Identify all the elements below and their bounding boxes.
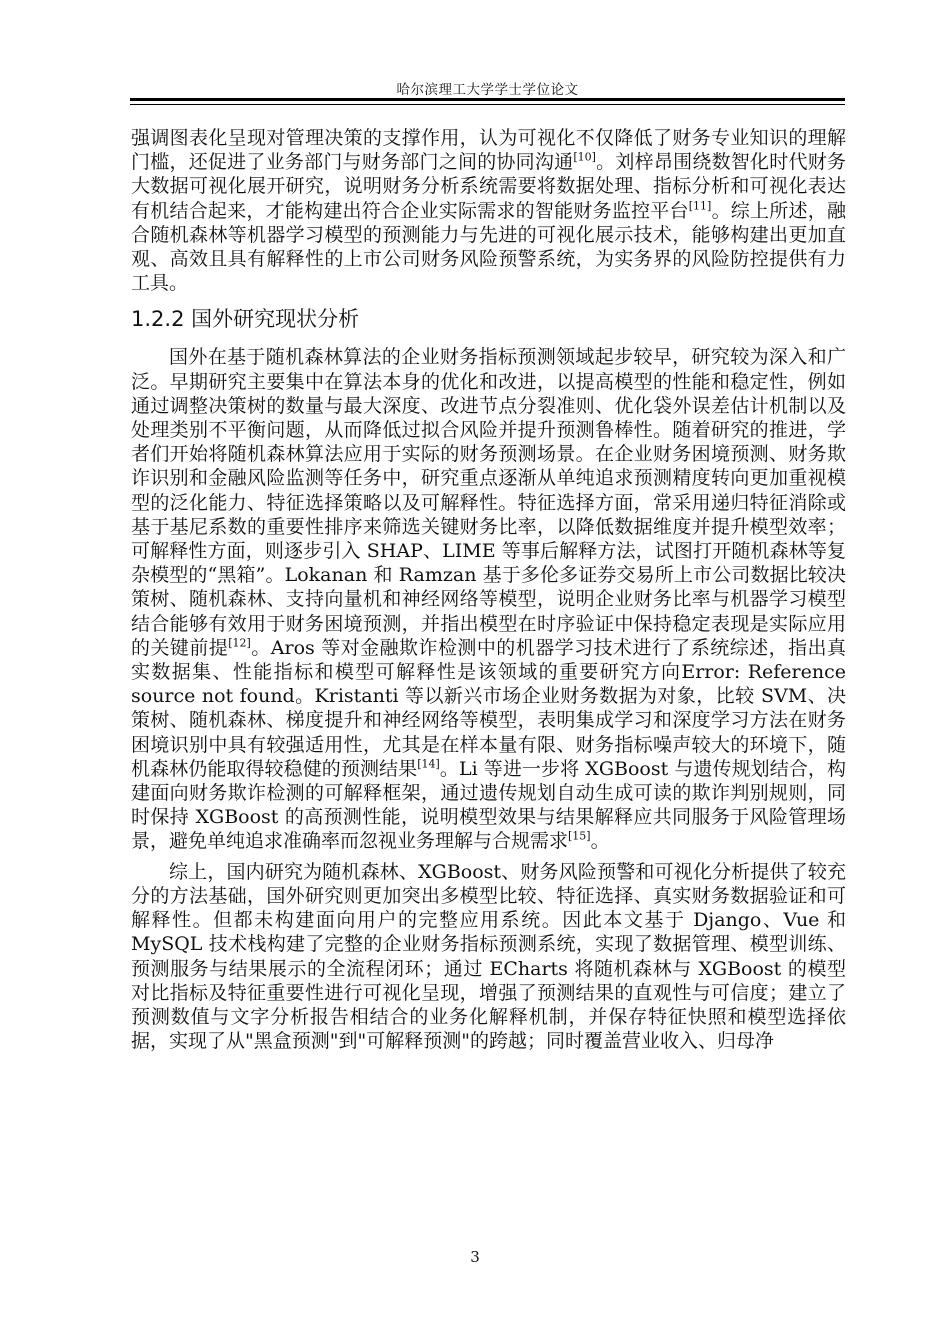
paragraph-3: 综上，国内研究为随机森林、XGBoost、财务风险预警和可视化分析提供了较充分的方法基础，国外研究则更加突出多模型比较、特征选择、真实财务数据验证和可解释性。但都未构建面向用户的完整应用系统。因此本文基于 Django、Vue 和 MySQL 技术栈构建了完整的企业财务指标预测系统，实现了数据管理、模型训练、预测服务与结果展示的全流程闭环；通过 ECharts 将随机森林与 XGBoost 的模型对比指标及特征重要性进行可视化呈现，增强了预测结果的直观性与可信度；建立了预测数值与文字分析报告相结合的业务化解释机制，并保存特征快照和模型选择依据，实现了从"黑盒预测"到"可解释预测"的跨越；同时覆盖营业收入、归母净 (131, 860, 846, 1053)
citation-10: [10] (573, 150, 596, 164)
page-number: 3 (470, 1248, 480, 1266)
paragraph-2-text-e: 。 (590, 830, 610, 853)
body-content (131, 126, 846, 1053)
paragraph-2-text-b: 。Aros 等对金融欺诈检测中的机器学习技术进行了系统综述，指出真实数据集、性能指标和模型可解释性是该领域的重要研究方向Error: Reference source not found。Kristanti 等以新兴市场企业财务数据为对象，比较 SVM、决策树、随机森林、梯度提升和神经网络等模型，表明集成学习和深度学习方法在财务困境识别中具有较强适用性，尤其是在样本量有限、财务指标噪声较大的环境下，随机森林仍能取得较稳健的预测结果 (131, 636, 846, 780)
header-rule-thin (130, 104, 845, 105)
paragraph-2 (131, 345, 846, 853)
citation-11: [11] (688, 199, 712, 213)
header-rule-thick (130, 98, 845, 101)
paragraph-2-text-a: 国外在基于随机森林算法的企业财务指标预测领域起步较早，研究较为深入和广泛。早期研究主要集中在算法本身的优化和改进，以提高模型的性能和稳定性，例如通过调整决策树的数量与最大深度、改进节点分裂准则、优化袋外误差估计机制以及处理类别不平衡问题，从而降低过拟合风险并提升预测鲁棒性。随着研究的推进，学者们开始将随机森林算法应用于实际的财务预测场景。在企业财务困境预测、财务欺诈识别和金融风险监测等任务中，研究重点逐渐从单纯追求预测精度转向更加重视模型的泛化能力、特征选择策略以及可解释性。特征选择方面，常采用递归特征消除或基于基尼系数的重要性排序来筛选关键财务比率，以降低数据维度并提升模型效率；可解释性方面，则逐步引入 SHAP、LIME 等事后解释方法，试图打开随机森林等复杂模型的“黑箱”。Lokanan 和 Ramzan 基于多伦多证券交易所上市公司数据比较决策树、随机森林、支持向量机和神经网络等模型，说明企业财务比率与机器学习模型结合能够有效用于财务困境预测，并指出模型在时序验证中保持稳定表现是实际应用的关键前提 (131, 346, 846, 659)
section-heading: 1.2.2 国外研究现状分析 (131, 307, 360, 332)
running-header: 哈尔滨理工大学学士学位论文 (396, 82, 579, 98)
citation-14: [14] (417, 757, 440, 771)
citation-12: [12] (228, 636, 251, 650)
citation-15: [15] (568, 830, 591, 844)
paragraph-1-text-a: 强调图表化呈现对管理决策的支撑作用，认为可视化不仅降低了财务专业知识的理解门槛，还促进了业务部门与财务部门之间的协同沟通 (131, 127, 846, 174)
paragraph-1-text-b: 。刘梓昂围绕数智化时代财务大数据可视化展开研究，说明财务分析系统需要将数据处理、指标分析和可视化表达有机结合起来，才能构建出符合企业实际需求的智能财务监控平台 (131, 151, 846, 222)
paragraph-2-text-d: 。Li 等进一步将 XGBoost 与遗传规划结合，构建面向财务欺诈检测的可解释框架，通过遗传规划自动生成可读的欺诈判别规则，同时保持 XGBoost 的高预测性能，说明模型效果与结果解释应共同服务于风险管理场景，避免单纯追求准确率而忽视业务理解与合规需求 (131, 757, 846, 853)
paragraph-1-text-d: 。综上所述，融合随机森林等机器学习模型的预测能力与先进的可视化展示技术，能够构建出更加直观、高效且具有解释性的上市公司财务风险预警系统，为实务界的风险防控提供有力工具。 (131, 199, 846, 295)
paragraph-1 (131, 126, 846, 295)
